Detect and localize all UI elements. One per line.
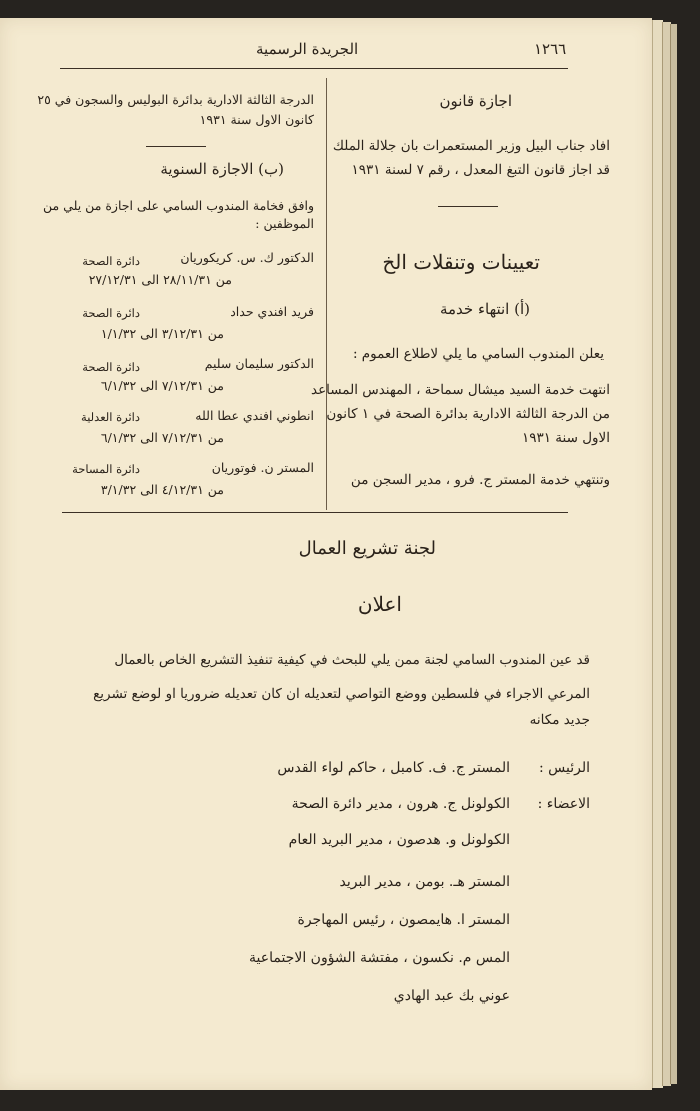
subheading-annual-leave: (ب) الاجازة السنوية: [160, 160, 284, 178]
entry-name: فريد افندي حداد: [230, 304, 314, 319]
entry-department: دائرة المساحة: [72, 462, 140, 476]
entry-department: دائرة الصحة: [82, 360, 140, 374]
approval-line: الموظفين :: [255, 216, 314, 231]
paragraph-line: من الدرجة الثالثة الادارية بدائرة الصحة في ١ كانون: [326, 406, 610, 422]
body-line: قد عين المندوب السامي لجنة ممن يلي للبحث في كيفية تنفيذ التشريع الخاص بالعمال: [114, 652, 590, 668]
continuation-line: كانون الاول سنة ١٩٣١: [199, 112, 314, 127]
notice-heading: اعلان: [357, 592, 402, 616]
member-item: عوني بك عبد الهادي: [393, 988, 510, 1004]
entry-period: من ٤/١٢/٣١ الى ٣/١/٣٢: [100, 482, 224, 497]
subheading-termination: (أ) انتهاء خدمة: [439, 300, 530, 318]
section-divider: [62, 512, 568, 513]
entry-name: الدكتور سليمان سليم: [204, 356, 314, 371]
entry-period: من ٢٨/١١/٣١ الى ٢٧/١٢/٣١: [88, 272, 232, 287]
column-divider: [326, 78, 327, 510]
continuation-line: الدرجة الثالثة الادارية بدائرة البوليس والسجون في ٢٥: [37, 92, 314, 107]
member-item: الكولونل و. هدصون ، مدير البريد العام: [288, 832, 510, 848]
entry-department: دائرة العدلية: [81, 410, 140, 424]
page-edge: [670, 24, 677, 1084]
member-item: المستر هـ. بومن ، مدير البريد: [339, 874, 510, 890]
entry-department: دائرة الصحة: [82, 254, 140, 268]
members-label: الاعضاء :: [537, 796, 590, 812]
chair-name: المستر ج. ف. كامبل ، حاكم لواء القدس: [277, 760, 510, 776]
entry-name: انطوني افندي عطا الله: [195, 408, 314, 423]
paragraph-line: الاول سنة ١٩٣١: [522, 430, 610, 446]
leave-text-line: افاد جناب البيل وزير المستعمرات بان جلالة الملك: [332, 138, 610, 154]
member-item: المس م. نكسون ، مفتشة الشؤون الاجتماعية: [249, 950, 510, 966]
header-rule: [60, 68, 568, 69]
entry-period: من ٧/١٢/٣١ الى ٦/١/٣٢: [100, 378, 224, 393]
section-rule: [146, 146, 206, 147]
entry-department: دائرة الصحة: [82, 306, 140, 320]
chair-label: الرئيس :: [538, 760, 590, 776]
leave-text-line: قد اجاز قانون التبغ المعدل ، رقم ٧ لسنة ١٩٣١: [351, 162, 610, 178]
committee-title: لجنة تشريع العمال: [298, 538, 436, 559]
body-line: المرعي الاجراء في فلسطين ووضع التواصي لتعديله ان كان تعديله ضروريا او لوضع تشريع: [93, 686, 590, 702]
gazette-title: الجريدة الرسمية: [256, 40, 359, 58]
leave-heading: اجازة قانون: [439, 92, 512, 110]
entry-period: من ٧/١٢/٣١ الى ٦/١/٣٢: [100, 430, 224, 445]
appointments-heading: تعيينات وتنقلات الخ: [382, 250, 540, 274]
member-item: المستر ا. هايمصون ، رئيس المهاجرة: [297, 912, 510, 928]
announcement-line: يعلن المندوب السامي ما يلي لاطلاع العموم :: [352, 346, 604, 362]
member-item: الكولونل ج. هرون ، مدير دائرة الصحة: [291, 796, 510, 812]
paragraph-line: انتهت خدمة السيد ميشال سماحة ، المهندس المساعد: [310, 382, 610, 398]
section-rule: [438, 206, 498, 207]
approval-line: وافق فخامة المندوب السامي على اجازة من يلي من: [42, 198, 314, 213]
body-line: جديد مكانه: [529, 712, 590, 728]
page-number: ١٢٦٦: [534, 40, 567, 58]
entry-name: الدكتور ك. س. كريكوريان: [180, 250, 314, 265]
paragraph-line: وتنتهي خدمة المستر ج. فرو ، مدير السجن من: [350, 472, 610, 488]
entry-name: المستر ن. فوتوريان: [211, 460, 314, 475]
entry-period: من ٣/١٢/٣١ الى ١/١/٣٢: [100, 326, 224, 341]
